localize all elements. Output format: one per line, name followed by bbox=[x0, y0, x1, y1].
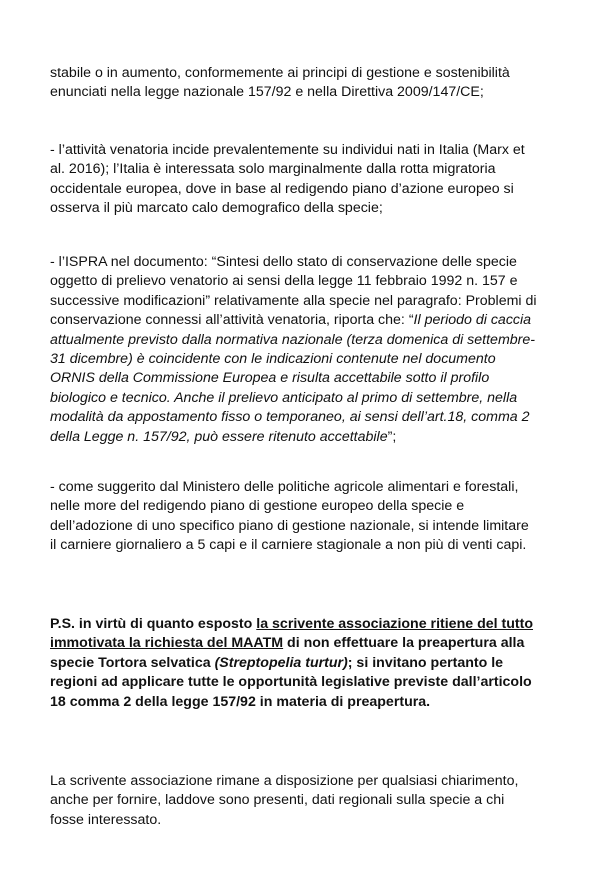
text-run: ; si invitano pertanto le bbox=[347, 654, 504, 671]
quote-line: modalità da appostamento fisso o temporaneo, ai sensi dell’art.18, comma 2 bbox=[50, 409, 530, 426]
text-run: conservazione connessi all’attività venatoria, riporta che: “ bbox=[50, 312, 414, 329]
text-line: occidentale europea, dove in base al redigendo piano d’azione europeo si bbox=[50, 180, 514, 197]
text-line: - l’ISPRA nel documento: “Sintesi dello stato di conservazione delle specie bbox=[50, 254, 517, 270]
text-line: al. 2016); l’Italia è interessata solo marginalmente dalla rotta migratoria bbox=[50, 161, 496, 178]
text-line: oggetto di prelievo venatorio ai sensi della legge 11 febbraio 1992 n. 157 e bbox=[50, 273, 518, 290]
text-line bbox=[50, 311, 580, 330]
text-line: stabile o in aumento, conformemente ai principi di gestione e sostenibilità bbox=[50, 65, 510, 81]
paragraph-closing bbox=[50, 772, 580, 830]
text-line: enunciati nella legge nazionale 157/92 e nella Direttiva 2009/147/CE; bbox=[50, 84, 484, 101]
quote-italic: della Legge n. 157/92, può essere ritenuto accettabile bbox=[50, 428, 388, 445]
text-line bbox=[50, 634, 580, 653]
text-line: successive modificazioni” relativamente alla specie nel paragrafo: Problemi di bbox=[50, 292, 537, 309]
text-run: di non effettuare la preapertura alla bbox=[283, 635, 525, 652]
text-line bbox=[50, 428, 580, 447]
text-line bbox=[50, 654, 580, 673]
text-run: ”; bbox=[387, 428, 397, 445]
text-run: P.S. in virtù di quanto esposto bbox=[50, 616, 257, 632]
paragraph-ministry bbox=[50, 478, 580, 556]
text-line: regioni ad applicare tutte le opportunità legislative previste dall’articolo bbox=[50, 674, 532, 691]
text-line: La scrivente associazione rimane a disposizione per qualsiasi chiarimento, bbox=[50, 773, 519, 789]
text-run: specie Tortora selvatica bbox=[50, 654, 215, 671]
text-line: il carniere giornaliero a 5 capi e il carniere stagionale a non più di venti capi. bbox=[50, 537, 527, 554]
quote-line: biologico e tecnico. Anche il prelievo anticipato al primo di settembre, nella bbox=[50, 389, 518, 406]
text-line: - come suggerito dal Ministero delle politiche agricole alimentari e forestali, bbox=[50, 479, 519, 495]
quote-line: 31 dicembre) è coincidente con le indicazioni contenute nel documento bbox=[50, 351, 496, 368]
underlined-text: immotivata la richiesta del MAATM bbox=[50, 635, 284, 652]
paragraph-ps bbox=[50, 615, 580, 712]
quote-line: ORNIS della Commissione Europea e risulta accettabile sotto il profilo bbox=[50, 370, 490, 387]
text-line: nelle more del redigendo piano di gestione europeo della specie e bbox=[50, 498, 465, 515]
text-line: osserva il più marcato calo demografico della specie; bbox=[50, 200, 383, 217]
text-line: 18 comma 2 della legge 157/92 in materia di preapertura. bbox=[50, 693, 431, 710]
quote-italic: Il periodo di caccia bbox=[413, 312, 532, 329]
text-line bbox=[50, 615, 580, 634]
species-name: (Streptopelia turtur) bbox=[214, 654, 348, 671]
paragraph-hunting-activity bbox=[50, 141, 580, 219]
text-line: - l’attività venatoria incide prevalentemente su individui nati in Italia (Marx et bbox=[50, 142, 525, 158]
text-line: fosse interessato. bbox=[50, 811, 162, 828]
underlined-text: la scrivente associazione ritiene del tutto bbox=[256, 616, 534, 632]
text-line: anche per fornire, laddove sono presenti, dati regionali sulla specie a chi bbox=[50, 792, 505, 809]
quote-line: attualmente previsto dalla normativa nazionale (terza domenica di settembre- bbox=[50, 331, 535, 348]
text-line: dell’adozione di uno specifico piano di gestione nazionale, si intende limitare bbox=[50, 517, 529, 534]
paragraph-ispra bbox=[50, 253, 580, 447]
paragraph-sustainability bbox=[50, 64, 580, 103]
